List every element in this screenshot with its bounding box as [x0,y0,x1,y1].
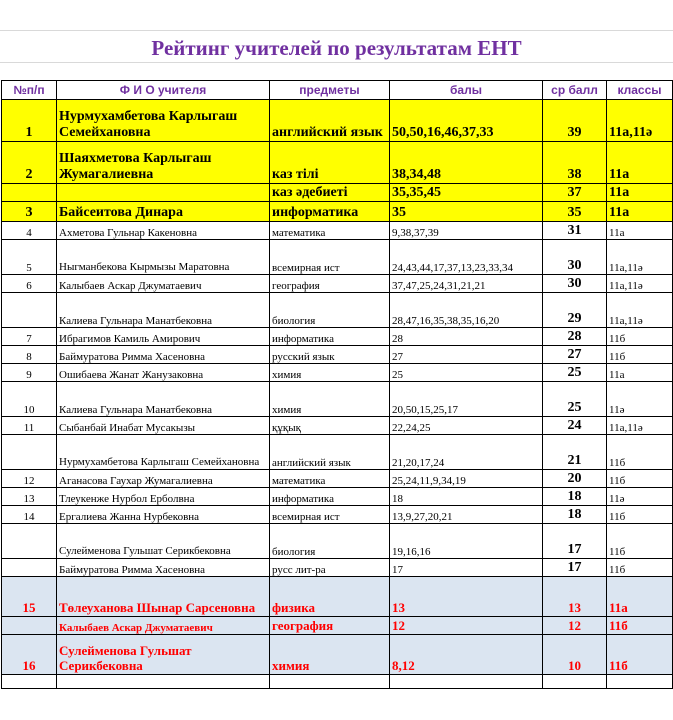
cell-avg: 18 [543,506,607,524]
cell-num [2,435,57,470]
cell-subject: география [270,617,390,635]
table-row [2,364,673,382]
grid-line [0,30,673,31]
cell-num: 14 [2,506,57,524]
cell-classes: 11а [607,364,673,382]
cell-num: 12 [2,470,57,488]
cell-avg: 31 [543,222,607,240]
cell-num [2,559,57,577]
cell-avg: 39 [543,100,607,142]
cell-avg: 25 [543,364,607,382]
cell-avg: 38 [543,142,607,184]
cell-name: Ныгманбекова Кырмызы Маратовна [57,240,270,275]
cell-subject: русский язык [270,346,390,364]
cell-avg: 21 [543,435,607,470]
cell-scores: 9,38,37,39 [390,222,543,240]
cell-classes: 11б [607,635,673,675]
cell-avg: 24 [543,417,607,435]
cell-classes: 11б [607,617,673,635]
table-row [2,506,673,524]
cell-scores: 35 [390,202,543,222]
table-row [2,470,673,488]
cell-name: Нурмухамбетова Карлыгаш Семейхановна [57,435,270,470]
cell-classes: 11а,11ә [607,417,673,435]
cell-scores: 25 [390,364,543,382]
cell-num: 16 [2,635,57,675]
cell-name: Ибрагимов Камиль Амирович [57,328,270,346]
cell-scores: 8,12 [390,635,543,675]
cell-num: 9 [2,364,57,382]
cell-avg: 29 [543,293,607,328]
cell-name: Калиева Гульнара Манатбековна [57,382,270,417]
cell-scores: 25,24,11,9,34,19 [390,470,543,488]
cell-avg: 13 [543,577,607,617]
cell-num: 3 [2,202,57,222]
table-row [2,488,673,506]
cell-subject: құқық [270,417,390,435]
cell-name: Шаяхметова Карлыгаш Жумагалиевна [57,142,270,184]
cell-avg: 17 [543,559,607,577]
cell-subject: каз тілі [270,142,390,184]
cell-name: Калиева Гульнара Манатбековна [57,293,270,328]
cell-classes: 11б [607,506,673,524]
header-classes: классы [607,81,673,100]
cell-num [2,184,57,202]
cell-scores: 22,24,25 [390,417,543,435]
cell-num: 10 [2,382,57,417]
cell-num [2,524,57,559]
table-row [2,346,673,364]
cell-avg: 28 [543,328,607,346]
cell-num: 4 [2,222,57,240]
cell-name: Ахметова Гульнар Какеновна [57,222,270,240]
cell-classes: 11б [607,559,673,577]
cell-name: Тлеукенже Нурбол Ерболвна [57,488,270,506]
cell-scores: 13,9,27,20,21 [390,506,543,524]
cell-name: Нурмухамбетова Карлыгаш Семейхановна [57,100,270,142]
cell-subject: английский язык [270,435,390,470]
header-num: №п/п [2,81,57,100]
cell-num: 5 [2,240,57,275]
cell-name: Калыбаев Аскар Джуматаевич [57,275,270,293]
cell-scores: 28 [390,328,543,346]
cell-num [2,617,57,635]
cell-avg: 17 [543,524,607,559]
cell-num: 8 [2,346,57,364]
cell-scores: 38,34,48 [390,142,543,184]
cell-avg: 20 [543,470,607,488]
cell-classes: 11б [607,524,673,559]
cell-subject: география [270,275,390,293]
header-name: Ф И О учителя [57,81,270,100]
cell-scores: 28,47,16,35,38,35,16,20 [390,293,543,328]
cell-scores: 50,50,16,46,37,33 [390,100,543,142]
cell-avg: 18 [543,488,607,506]
cell-scores: 20,50,15,25,17 [390,382,543,417]
cell-name: Сулейменова Гульшат Серикбековна [57,635,270,675]
cell-name: Баймуратова Римма Хасеновна [57,346,270,364]
cell-name: Сулейменова Гульшат Серикбековна [57,524,270,559]
cell-scores: 24,43,44,17,37,13,23,33,34 [390,240,543,275]
cell-avg: 35 [543,202,607,222]
cell-scores: 12 [390,617,543,635]
cell-scores: 27 [390,346,543,364]
cell-avg: 27 [543,346,607,364]
table-row [2,435,673,470]
cell-subject: химия [270,382,390,417]
cell-name: Ергалиева Жанна Нурбековна [57,506,270,524]
cell-name: Байсеитова Динара [57,202,270,222]
cell-classes: 11а [607,142,673,184]
cell-name: Баймуратова Римма Хасеновна [57,559,270,577]
cell-subject: каз әдебиеті [270,184,390,202]
cell-subject: информатика [270,488,390,506]
cell-avg: 30 [543,275,607,293]
table-row [2,142,673,184]
table-row [2,559,673,577]
cell-avg: 10 [543,635,607,675]
cell-avg: 37 [543,184,607,202]
cell-scores: 37,47,25,24,31,21,21 [390,275,543,293]
cell-subject: русс лит-ра [270,559,390,577]
grid-line [0,62,673,63]
cell-num: 11 [2,417,57,435]
header-scores: балы [390,81,543,100]
cell-classes: 11а [607,184,673,202]
cell-subject: всемирная ист [270,506,390,524]
cell-num: 13 [2,488,57,506]
cell-classes: 11а [607,577,673,617]
header-avg: ср балл [543,81,607,100]
table-row [2,202,673,222]
header-subject: предметы [270,81,390,100]
cell-subject: химия [270,635,390,675]
table-row [2,328,673,346]
cell-subject: физика [270,577,390,617]
cell-num: 6 [2,275,57,293]
table-row [2,293,673,328]
cell-num [2,293,57,328]
cell-classes: 11а,11ә [607,275,673,293]
cell-scores: 18 [390,488,543,506]
table-row [2,382,673,417]
cell-num: 7 [2,328,57,346]
cell-classes: 11а,11ә [607,100,673,142]
cell-name: Ошибаева Жанат Жанузаковна [57,364,270,382]
cell-num: 1 [2,100,57,142]
header-row [2,81,673,100]
cell-classes: 11а [607,202,673,222]
cell-avg: 30 [543,240,607,275]
rating-table [1,80,673,689]
cell-classes: 11а,11ә [607,240,673,275]
cell-name: Аганасова Гаухар Жумагалиевна [57,470,270,488]
sheet-title: Рейтинг учителей по результатам ЕНТ [151,36,522,60]
table-row [2,100,673,142]
cell-scores: 19,16,16 [390,524,543,559]
cell-avg: 12 [543,617,607,635]
cell-scores: 13 [390,577,543,617]
cell-subject: английский язык [270,100,390,142]
cell-avg: 25 [543,382,607,417]
cell-subject: математика [270,470,390,488]
table-row [2,184,673,202]
cell-subject: биология [270,524,390,559]
cell-classes: 11б [607,435,673,470]
cell-classes: 11а [607,222,673,240]
cell-classes: 11а,11ә [607,293,673,328]
table-row [2,635,673,675]
cell-name [57,184,270,202]
table-row [2,222,673,240]
cell-subject: химия [270,364,390,382]
cell-classes: 11б [607,346,673,364]
cell-num: 15 [2,577,57,617]
cell-name: Сыбанбай Инабат Мусакызы [57,417,270,435]
cell-scores: 21,20,17,24 [390,435,543,470]
cell-subject: информатика [270,328,390,346]
table-row [2,524,673,559]
table-row [2,617,673,635]
cell-name: Төлеуханова Шынар Сарсеновна [57,577,270,617]
cell-num: 2 [2,142,57,184]
cell-scores: 35,35,45 [390,184,543,202]
cell-classes: 11ә [607,382,673,417]
cell-classes: 11б [607,470,673,488]
table-row-empty [2,675,673,689]
cell-subject: биология [270,293,390,328]
table-row [2,577,673,617]
cell-subject: математика [270,222,390,240]
cell-classes: 11б [607,328,673,346]
table-row [2,275,673,293]
cell-classes: 11ә [607,488,673,506]
table-row [2,240,673,275]
cell-subject: всемирная ист [270,240,390,275]
cell-scores: 17 [390,559,543,577]
cell-name: Калыбаев Аскар Джуматаевич [57,617,270,635]
table-row [2,417,673,435]
cell-subject: информатика [270,202,390,222]
